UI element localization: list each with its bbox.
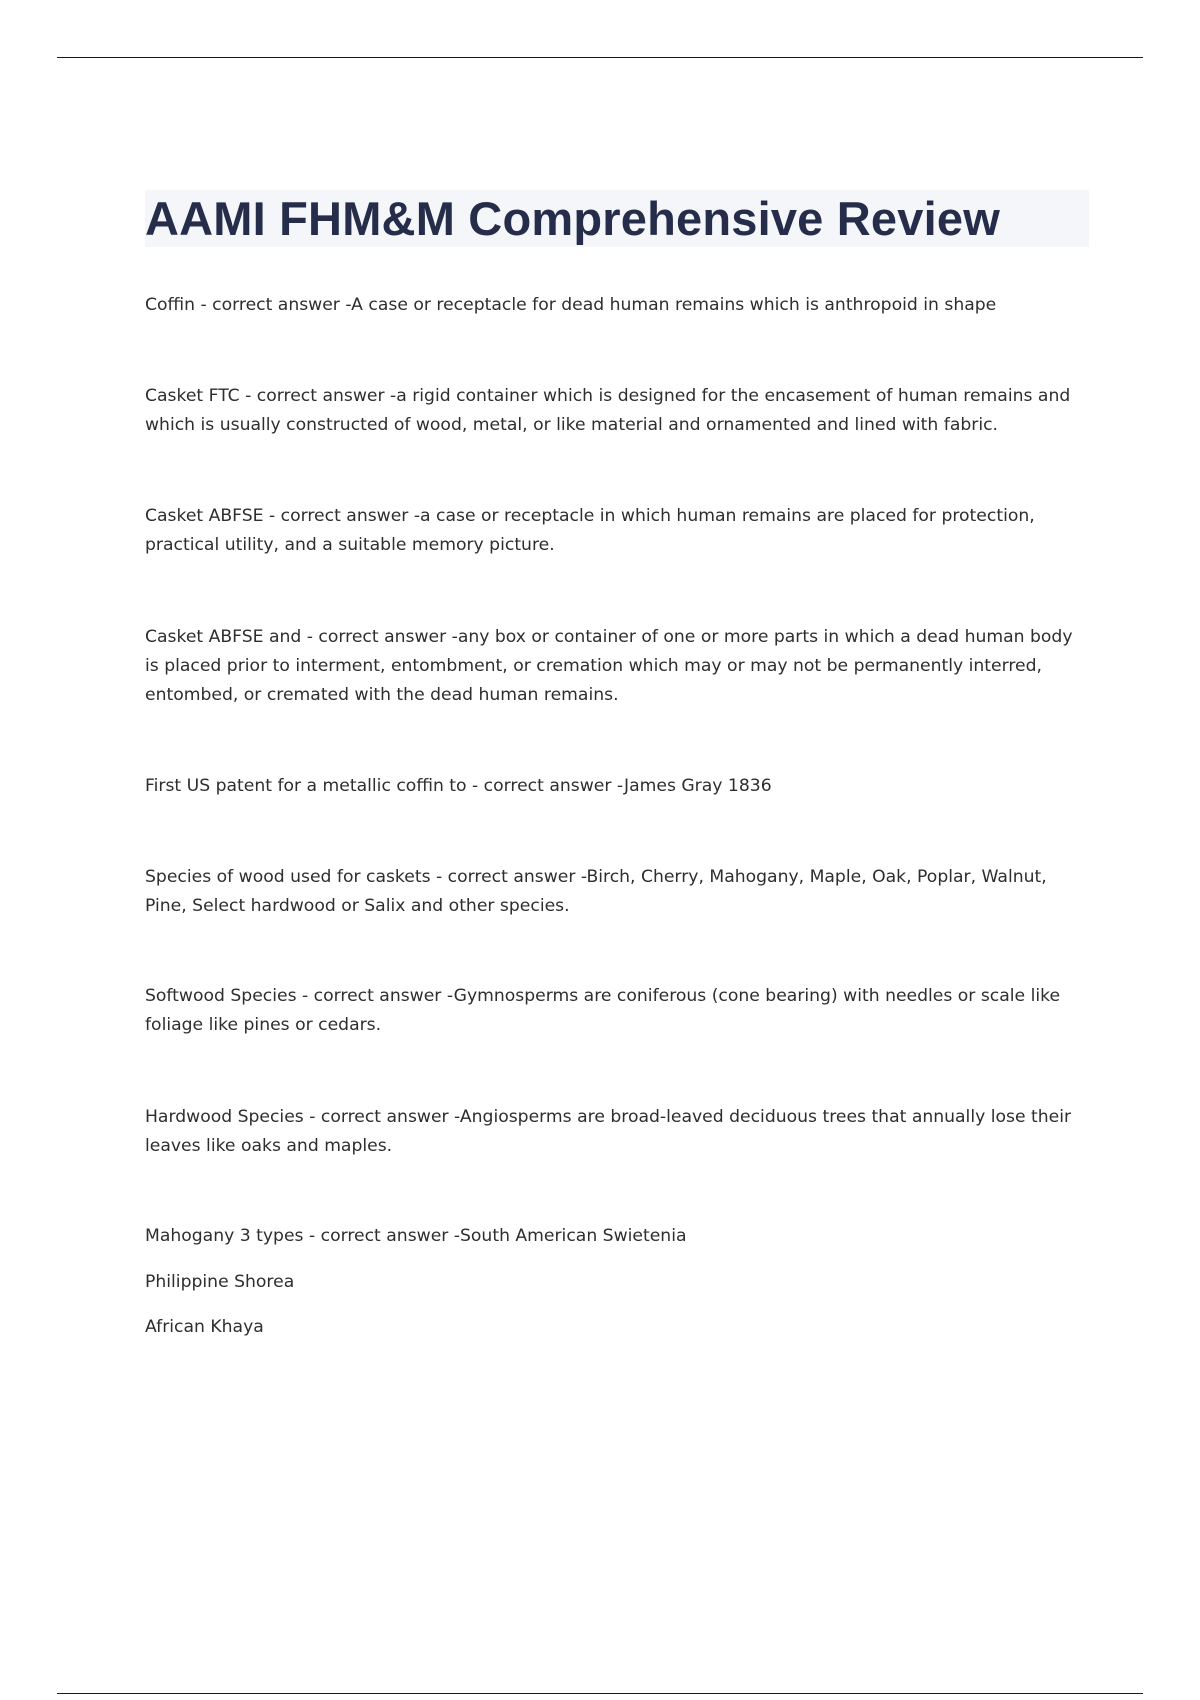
page-title: AAMI FHM&M Comprehensive Review: [145, 192, 1000, 245]
entry-casket-abfse-and: Casket ABFSE and - correct answer -any box or container of one or more parts in which a dead human body is placed prior to interment, entombment, or cremation which may or may not be permanently interred, entombed, or cremated with the dead human remains.: [145, 627, 1073, 705]
footer-rule: [57, 1693, 1143, 1694]
entry-first-patent: First US patent for a metallic coffin to - correct answer -James Gray 1836: [145, 776, 772, 796]
entry-mahogany-philippine: Philippine Shorea: [145, 1272, 295, 1292]
header-rule: [57, 57, 1143, 58]
entry-coffin: Coffin - correct answer -A case or receptacle for dead human remains which is anthropoid in shape: [145, 295, 997, 315]
entry-softwood: Softwood Species - correct answer -Gymnosperms are coniferous (cone bearing) with needles or scale like foliage like pines or cedars.: [145, 986, 1061, 1035]
entry-hardwood: Hardwood Species - correct answer -Angiosperms are broad-leaved deciduous trees that annually lose their leaves like oaks and maples.: [145, 1107, 1072, 1156]
entry-mahogany-african: African Khaya: [145, 1317, 264, 1337]
entry-mahogany: Mahogany 3 types - correct answer -South American Swietenia: [145, 1226, 687, 1246]
entry-casket-abfse: Casket ABFSE - correct answer -a case or receptacle in which human remains are placed for protection, practical utility, and a suitable memory picture.: [145, 506, 1035, 555]
entry-wood-species: Species of wood used for caskets - correct answer -Birch, Cherry, Mahogany, Maple, Oak, Poplar, Walnut, Pine, Select hardwood or Salix and other species.: [145, 867, 1047, 916]
entry-casket-ftc: Casket FTC - correct answer -a rigid container which is designed for the encasement of human remains and which is usually constructed of wood, metal, or like material and ornamented and lined with fabric.: [145, 386, 1071, 435]
